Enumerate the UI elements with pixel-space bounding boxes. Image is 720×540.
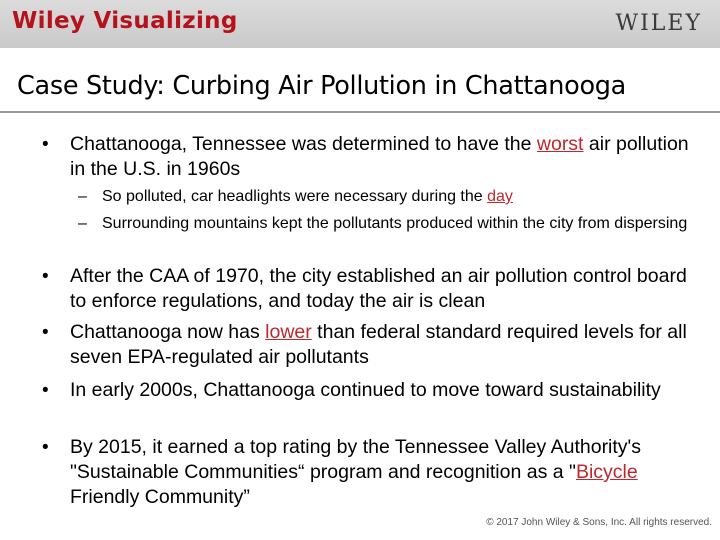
bullet-text: In early 2000s, Chattanooga continued to move toward sustainability (70, 379, 661, 401)
bullet-text: After the CAA of 1970, the city established an air pollution control board to enforce regulations, and today the air is clean (70, 265, 687, 312)
bullet-dot-icon: • (42, 134, 49, 155)
emphasis-text: Bicycle (575, 461, 638, 483)
bullet-item (42, 435, 692, 510)
bullet-dot-icon: • (42, 437, 49, 458)
copyright-footer: © 2017 John Wiley & Sons, Inc. All rights reserved. (486, 517, 712, 528)
sub-bullet-text: Surrounding mountains kept the pollutants produced within the city from dispersing (102, 215, 688, 232)
wiley-logo: WILEY (615, 11, 702, 36)
brand-title: Wiley Visualizing (12, 8, 238, 34)
emphasis-text: lower (265, 321, 312, 343)
emphasis-text: worst (536, 133, 584, 155)
bullet-text: than federal standard required levels for all seven EPA-regulated air pollutants (70, 321, 687, 368)
bullet-text: Chattanooga now has (70, 321, 266, 343)
bullet-item (42, 132, 692, 182)
bullet-dot-icon: • (42, 266, 49, 287)
sub-bullet-item (78, 213, 688, 234)
sub-bullet-item (78, 186, 688, 207)
dash-icon: – (78, 215, 87, 232)
bullet-text: By 2015, it earned a top rating by the Tennessee Valley Authority's "Sustainable Communities“ program and recognition as a " (70, 436, 642, 483)
bullet-text: Chattanooga, Tennessee was determined to have the (70, 133, 537, 155)
bullet-dot-icon: • (42, 380, 49, 401)
dash-icon: – (78, 188, 87, 205)
bullet-text: Friendly Community” (70, 486, 250, 508)
bullet-item (42, 320, 692, 370)
sub-bullet-text: So polluted, car headlights were necessary during the (102, 188, 488, 205)
emphasis-text: day (487, 188, 513, 205)
bullet-dot-icon: • (42, 322, 49, 343)
slide-title: Case Study: Curbing Air Pollution in Chattanooga (17, 71, 626, 101)
bullet-text: air pollution in the U.S. in 1960s (70, 133, 689, 180)
bullet-item (42, 378, 692, 403)
bullet-item (42, 264, 692, 314)
